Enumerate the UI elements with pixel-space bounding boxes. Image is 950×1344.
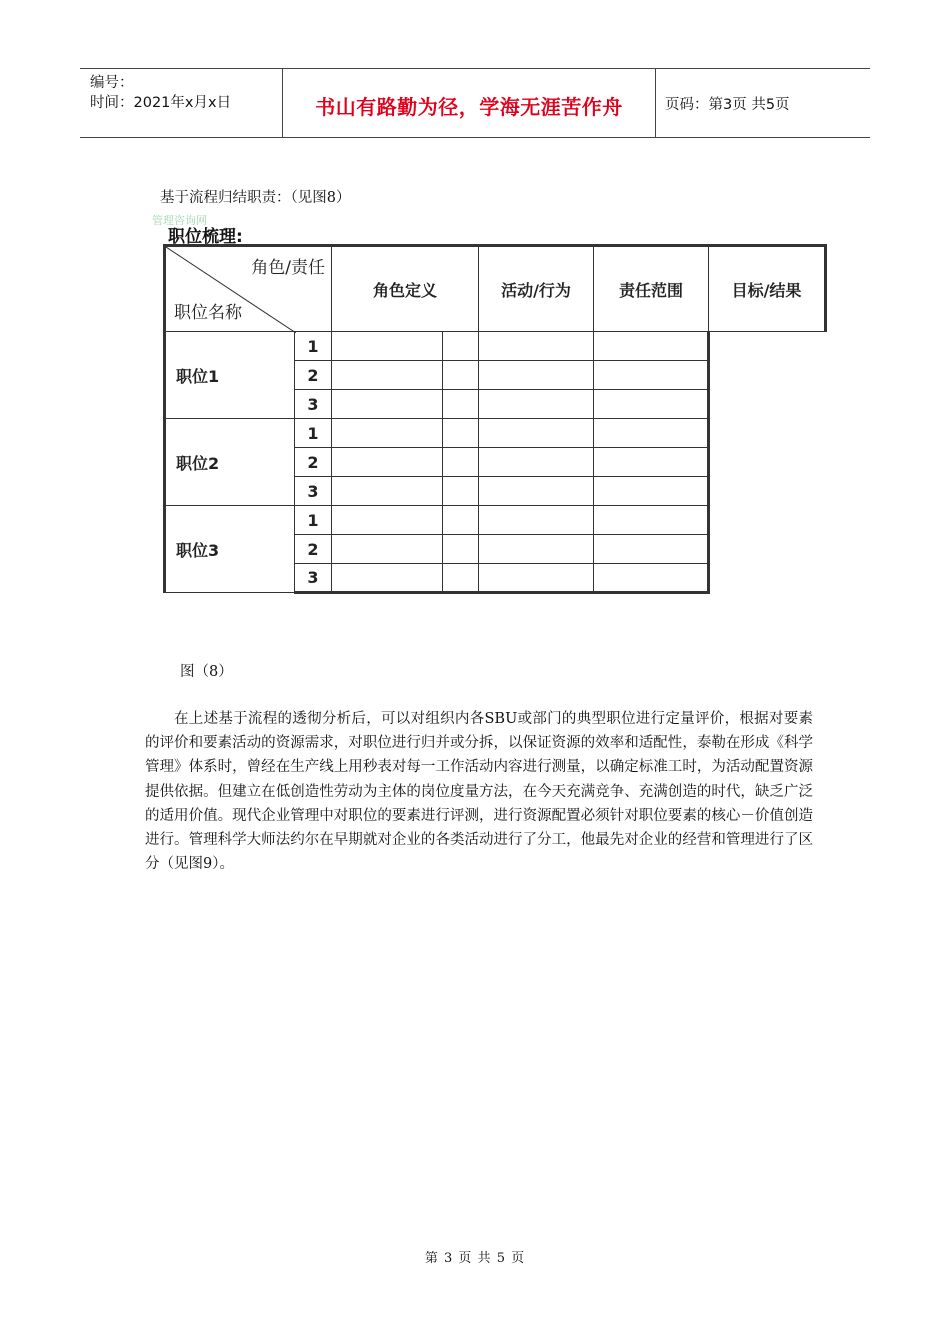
column-header: 角色定义 [332, 246, 479, 332]
table-cell [594, 361, 709, 390]
table-cell [443, 564, 479, 593]
table-cell [332, 390, 443, 419]
header-meta [90, 73, 231, 113]
table-cell [594, 506, 709, 535]
table-cell [479, 332, 594, 361]
caption-top: 基于流程归结职责：（见图8） [160, 190, 351, 206]
table-cell [479, 564, 594, 593]
figure-label: 图（8） [180, 664, 233, 680]
table-row [165, 506, 826, 535]
table-cell [594, 332, 709, 361]
diag-bottom-label: 职位名称 [174, 303, 242, 323]
table-cell [332, 477, 443, 506]
table-cell [594, 535, 709, 564]
row-number: 1 [295, 419, 332, 448]
table-cell [594, 419, 709, 448]
table-row [165, 332, 826, 361]
position-name: 职位3 [165, 506, 295, 593]
diagonal-header-cell [165, 246, 332, 332]
page-header [80, 68, 870, 138]
table-cell [332, 448, 443, 477]
table-cell [443, 448, 479, 477]
position-table [163, 244, 827, 594]
table-cell [332, 564, 443, 593]
table-row [165, 419, 826, 448]
row-number: 2 [295, 535, 332, 564]
row-number: 3 [295, 564, 332, 593]
table-cell [479, 477, 594, 506]
column-header: 目标/结果 [709, 246, 826, 332]
position-name: 职位1 [165, 332, 295, 419]
watermark: 管理咨询网 [152, 214, 207, 227]
page-footer: 第 3 页 共 5 页 [424, 1251, 526, 1266]
table-cell [443, 332, 479, 361]
row-number: 1 [295, 332, 332, 361]
table-cell [443, 390, 479, 419]
table-cell [332, 535, 443, 564]
table-cell [479, 535, 594, 564]
table-cell [479, 506, 594, 535]
table-cell [479, 390, 594, 419]
figure-title: 职位梳理: [168, 227, 243, 247]
table-cell [443, 477, 479, 506]
table-cell [479, 361, 594, 390]
table-cell [332, 506, 443, 535]
header-number-label: 编号： [90, 75, 134, 91]
table-cell [443, 535, 479, 564]
row-number: 2 [295, 361, 332, 390]
table-cell [594, 564, 709, 593]
table-cell [443, 506, 479, 535]
row-number: 3 [295, 390, 332, 419]
diag-top-label: 角色/责任 [251, 258, 325, 278]
table-cell [594, 390, 709, 419]
row-number: 1 [295, 506, 332, 535]
table-cell [479, 448, 594, 477]
column-header: 活动/行为 [479, 246, 594, 332]
table-cell [594, 448, 709, 477]
header-page-info: 页码：第3页 共5页 [665, 97, 790, 113]
row-number: 2 [295, 448, 332, 477]
position-name: 职位2 [165, 419, 295, 506]
body-paragraph: 在上述基于流程的透彻分析后，可以对组织内各SBU或部门的典型职位进行定量评价，根据对要素的评价和要素活动的资源需求，对职位进行归并或分拆，以保证资源的效率和适配性，泰勒在形成《科学管理》体系时，曾经在生产线上用秒表对每一工作活动内容进行测量，以确定标准工时，为活动配置资源提供依据。但建立在低创造性劳动为主体的岗位度量方法，在今天充满竞争、充满创造的时代，缺乏广泛的适用价值。现代企业管理中对职位的要素进行评测，进行资源配置必须针对职位要素的核心－价值创造进行。管理科学大师法约尔在早期就对企业的各类活动进行了分工，他最先对企业的经营和管理进行了区分（见图9）。 [145, 711, 813, 873]
column-header: 责任范围 [594, 246, 709, 332]
header-date-label: 时间：2021年x月x日 [90, 95, 232, 111]
header-motto: 书山有路勤为径，学海无涯苦作舟 [315, 95, 623, 119]
header-divider [655, 69, 656, 137]
row-number: 3 [295, 477, 332, 506]
table-cell [332, 332, 443, 361]
table-cell [479, 419, 594, 448]
table-cell [443, 361, 479, 390]
table-header-row [165, 246, 826, 332]
table-cell [443, 419, 479, 448]
table-cell [332, 361, 443, 390]
table-cell [332, 419, 443, 448]
table-cell [594, 477, 709, 506]
